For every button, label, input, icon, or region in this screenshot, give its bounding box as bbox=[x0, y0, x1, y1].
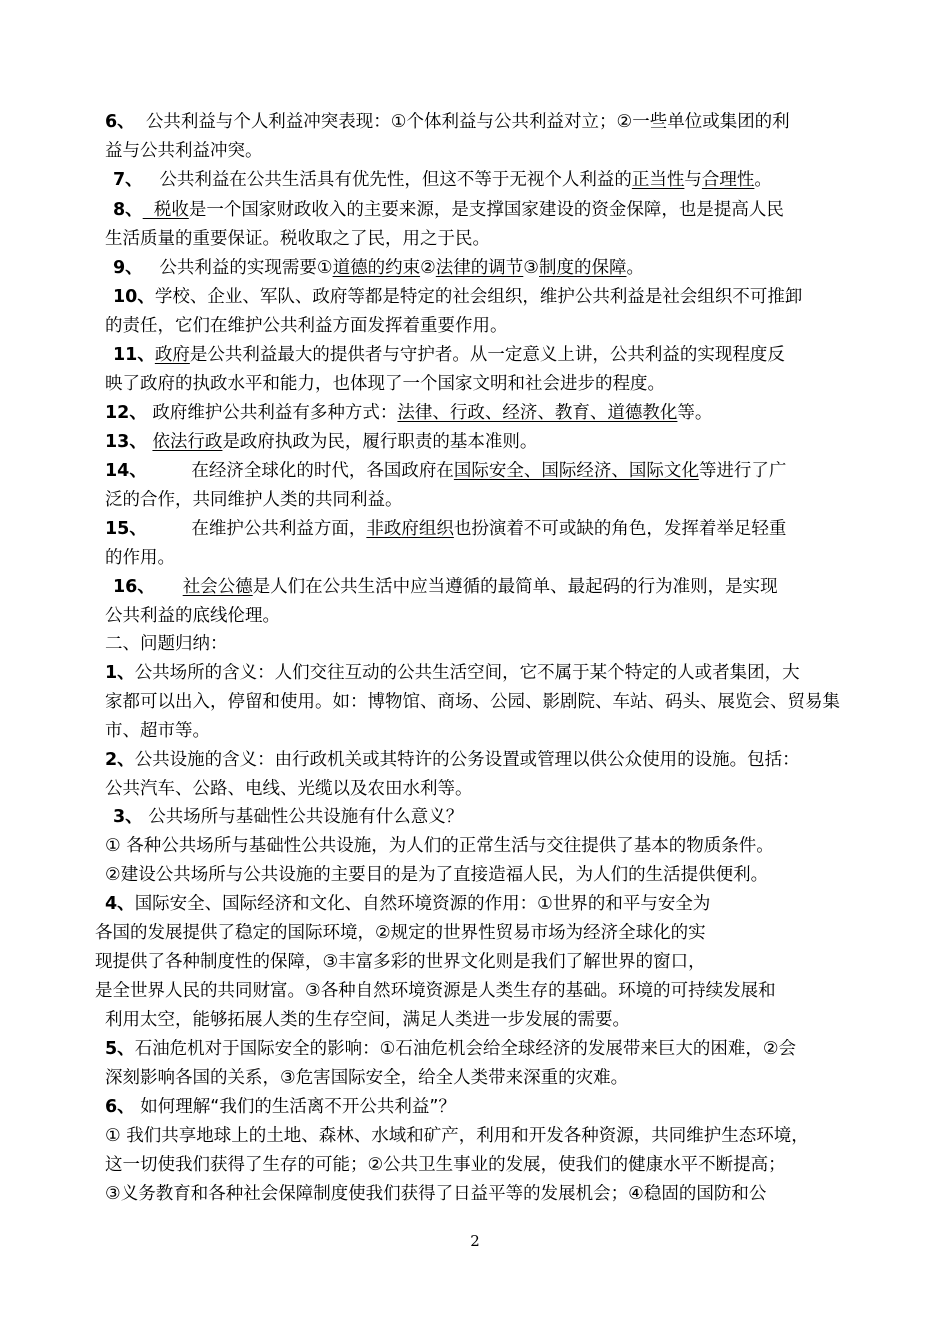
text-segment bbox=[155, 577, 183, 597]
text-segment: 二、问题归纳： bbox=[105, 634, 228, 654]
text-segment: ③ bbox=[523, 258, 539, 278]
text-segment: 市、超市等。 bbox=[105, 721, 210, 741]
underlined-term: 依法行政 bbox=[152, 432, 223, 452]
text-segment: 映了政府的执政水平和能力，也体现了一个国家文明和社会进步的程度。 bbox=[105, 374, 665, 394]
underlined-term: 制度的保障 bbox=[538, 258, 627, 278]
text-line bbox=[113, 166, 772, 194]
item-number: 1、 bbox=[105, 663, 135, 683]
text-segment: 公共利益在公共生活具有优先性，但这不等于无视个人利益的 bbox=[142, 170, 632, 190]
text-segment: 是一个国家财政收入的主要来源，是支撑国家建设的资金保障，也是提高人民 bbox=[188, 200, 784, 220]
text-segment: 公共利益的实现需要① bbox=[142, 258, 333, 278]
underlined-term: 政府 bbox=[154, 345, 190, 365]
text-segment: 家都可以出入，停留和使用。如：博物馆、商场、公园、影剧院、车站、码头、展览会、贸易集 bbox=[105, 692, 840, 712]
item-number: 14、 bbox=[105, 461, 147, 481]
text-line bbox=[105, 137, 263, 165]
text-line bbox=[105, 108, 790, 136]
text-segment: 是人们在公共生活中应当遵循的最简单、最起码的行为准则，是实现 bbox=[252, 577, 778, 597]
text-segment: 公共利益的底线伦理。 bbox=[105, 606, 280, 626]
text-segment: 的责任，它们在维护公共利益方面发挥着重要作用。 bbox=[105, 316, 508, 336]
item-number: 11、 bbox=[113, 345, 155, 365]
text-line bbox=[105, 544, 175, 572]
item-number: 13、 bbox=[105, 432, 147, 452]
text-line bbox=[105, 312, 508, 340]
item-number: 6、 bbox=[105, 112, 135, 132]
text-segment: ②建设公共场所与公共设施的主要目的是为了直接造福人民，为人们的生活提供便利。 bbox=[105, 865, 769, 885]
text-segment: ① 各种公共场所与基础性公共设施，为人们的正常生活与交往提供了基本的物质条件。 bbox=[105, 836, 774, 856]
text-segment: 与 bbox=[684, 170, 702, 190]
text-segment: 深刻影响各国的关系，③危害国际安全，给全人类带来深重的灾难。 bbox=[105, 1068, 629, 1088]
text-line bbox=[113, 283, 802, 311]
text-line bbox=[95, 919, 706, 947]
text-segment: 这一切使我们获得了生存的可能；②公共卫生事业的发展，使我们的健康水平不断提高； bbox=[105, 1155, 786, 1175]
text-line bbox=[113, 341, 785, 369]
text-line bbox=[113, 254, 644, 282]
text-line bbox=[105, 428, 537, 456]
text-line bbox=[113, 803, 463, 831]
underlined-term: 非政府组织 bbox=[366, 519, 454, 539]
item-number: 15、 bbox=[105, 519, 147, 539]
underlined-term: 合理性 bbox=[701, 170, 755, 190]
underlined-term: 法律、行政、经济、教育、道德教化 bbox=[397, 403, 678, 423]
text-line bbox=[105, 1006, 630, 1034]
text-line bbox=[105, 832, 774, 860]
text-line bbox=[105, 399, 712, 427]
text-segment: 公共场所与基础性公共设施有什么意义？ bbox=[142, 807, 464, 827]
underlined-term: 正当性 bbox=[631, 170, 685, 190]
text-line bbox=[105, 370, 665, 398]
text-line bbox=[105, 1064, 628, 1092]
page-number: 2 bbox=[470, 1232, 480, 1250]
text-segment: 各国的发展提供了稳定的国际环境，②规定的世界性贸易市场为经济全球化的实 bbox=[95, 923, 706, 943]
text-line bbox=[105, 602, 280, 630]
underlined-term: 国际安全、国际经济、国际文化 bbox=[453, 461, 699, 481]
text-line bbox=[95, 977, 776, 1005]
text-segment: 公共汽车、公路、电线、光缆以及农田水利等。 bbox=[105, 779, 473, 799]
text-segment: 公共场所的含义：人们交往互动的公共生活空间，它不属于某个特定的人或者集团，大 bbox=[134, 663, 800, 683]
text-line bbox=[105, 775, 473, 803]
text-line bbox=[113, 573, 778, 601]
text-line bbox=[105, 486, 403, 514]
text-line bbox=[105, 1035, 796, 1063]
text-segment: 公共利益与个人利益冲突表现：①个体利益与公共利益对立；②一些单位或集团的利 bbox=[134, 112, 790, 132]
item-number: 5、 bbox=[105, 1039, 135, 1059]
item-number: 10、 bbox=[113, 287, 155, 307]
text-line bbox=[105, 688, 840, 716]
text-line bbox=[105, 659, 800, 687]
text-segment: 也扮演着不可或缺的角色，发挥着举足轻重 bbox=[453, 519, 787, 539]
text-segment: 石油危机对于国际安全的影响：①石油危机会给全球经济的发展带来巨大的困难，②会 bbox=[134, 1039, 797, 1059]
text-line bbox=[113, 196, 784, 224]
text-segment: 等进行了广 bbox=[698, 461, 787, 481]
text-segment: 生活质量的重要保证。税收取之了民，用之于民。 bbox=[105, 229, 490, 249]
text-line bbox=[105, 746, 800, 774]
text-segment: ③义务教育和各种社会保障制度使我们获得了日益平等的发展机会；④稳固的国防和公 bbox=[105, 1184, 767, 1204]
text-line bbox=[105, 861, 768, 889]
text-segment: ① 我们共享地球上的土地、森林、水域和矿产，利用和开发各种资源，共同维护生态环境， bbox=[105, 1126, 809, 1146]
text-line bbox=[95, 948, 706, 976]
text-segment: 是政府执政为民，履行职责的基本准则。 bbox=[222, 432, 538, 452]
text-segment: 在经济全球化的时代，各国政府在 bbox=[146, 461, 454, 481]
text-segment: 国际安全、国际经济和文化、自然环境资源的作用：①世界的和平与安全为 bbox=[134, 894, 711, 914]
text-segment: 如何理解“我们的生活离不开公共利益”？ bbox=[134, 1097, 456, 1117]
text-line bbox=[105, 1122, 809, 1150]
text-line bbox=[105, 515, 786, 543]
text-line bbox=[105, 717, 210, 745]
item-number: 3、 bbox=[113, 807, 143, 827]
text-line bbox=[105, 890, 710, 918]
text-segment: 学校、企业、军队、政府等都是特定的社会组织，维护公共利益是社会组织不可推卸 bbox=[154, 287, 803, 307]
text-segment: 的作用。 bbox=[105, 548, 175, 568]
text-segment: 。 bbox=[754, 170, 772, 190]
text-line bbox=[105, 1093, 456, 1121]
text-segment: 泛的合作，共同维护人类的共同利益。 bbox=[105, 490, 403, 510]
text-line bbox=[105, 630, 228, 658]
underlined-term: 社会公德 bbox=[182, 577, 253, 597]
text-line bbox=[105, 457, 786, 485]
text-segment: 。 bbox=[626, 258, 644, 278]
text-line bbox=[105, 1151, 786, 1179]
text-segment: 政府维护公共利益有多种方式： bbox=[146, 403, 398, 423]
item-number: 8、 bbox=[113, 200, 143, 220]
underlined-term: 法律的调节 bbox=[435, 258, 524, 278]
item-number: 7、 bbox=[113, 170, 143, 190]
item-number: 2、 bbox=[105, 750, 135, 770]
text-segment: 等。 bbox=[677, 403, 713, 423]
text-segment: 公共设施的含义：由行政机关或其特许的公务设置或管理以供公众使用的设施。包括： bbox=[134, 750, 800, 770]
underlined-term: 税收 bbox=[142, 200, 189, 220]
text-segment: 是公共利益最大的提供者与守护者。从一定意义上讲，公共利益的实现程度反 bbox=[189, 345, 785, 365]
text-line bbox=[105, 1180, 766, 1208]
item-number: 16、 bbox=[113, 577, 155, 597]
item-number: 9、 bbox=[113, 258, 143, 278]
item-number: 6、 bbox=[105, 1097, 135, 1117]
text-segment: ② bbox=[420, 258, 436, 278]
text-segment: 在维护公共利益方面， bbox=[146, 519, 367, 539]
text-segment: 益与公共利益冲突。 bbox=[105, 141, 263, 161]
text-segment: 是全世界人民的共同财富。③各种自然环境资源是人类生存的基础。环境的可持续发展和 bbox=[95, 981, 776, 1001]
item-number: 4、 bbox=[105, 894, 135, 914]
underlined-term: 道德的约束 bbox=[332, 258, 421, 278]
text-segment: 利用太空，能够拓展人类的生存空间，满足人类进一步发展的需要。 bbox=[105, 1010, 630, 1030]
text-segment: 现提供了各种制度性的保障，③丰富多彩的世界文化则是我们了解世界的窗口， bbox=[95, 952, 706, 972]
text-line bbox=[105, 225, 490, 253]
item-number: 12、 bbox=[105, 403, 147, 423]
